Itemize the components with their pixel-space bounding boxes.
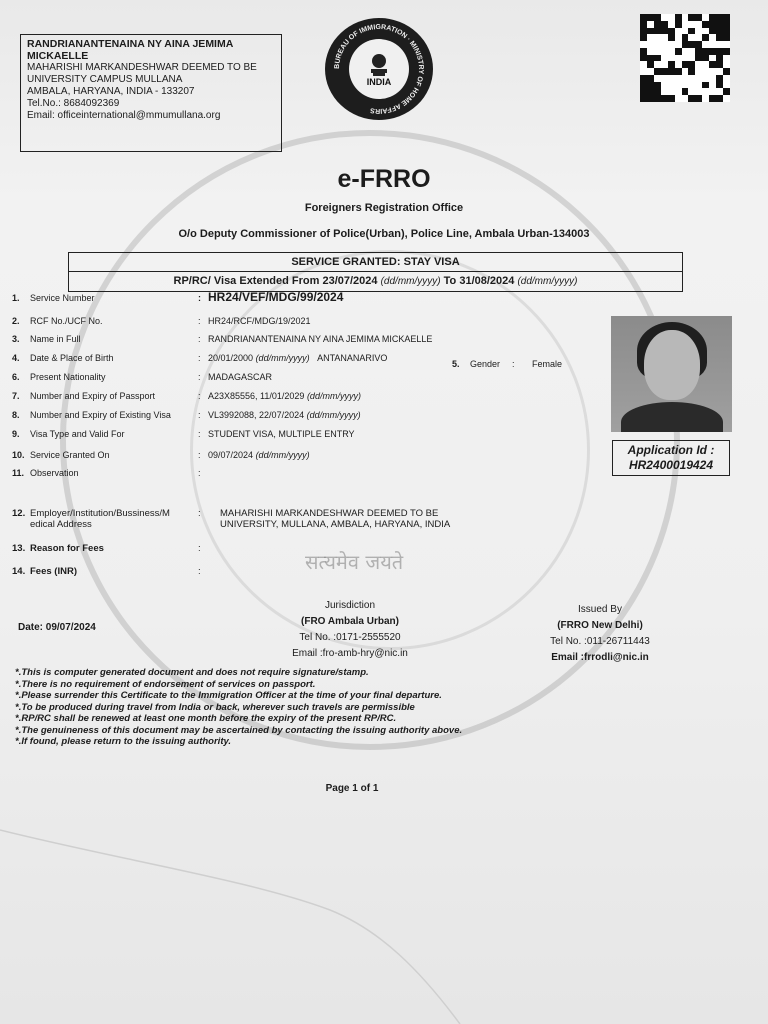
address-line-3: AMBALA, HARYANA, INDIA - 133207	[27, 86, 195, 97]
address-tel: Tel.No.: 8684092369	[27, 98, 120, 109]
issued-by-block	[530, 602, 670, 666]
field-number: 3.	[12, 334, 20, 344]
field-label: Service Number	[30, 293, 95, 303]
issue-date: Date: 09/07/2024	[18, 622, 96, 633]
field-value: MAHARISHI MARKANDESHWAR DEEMED TO BE	[220, 508, 439, 519]
field-label: edical Address	[30, 519, 92, 530]
field-value: Female	[532, 359, 563, 369]
note-item: *.Please surrender this Certificate to the Immigration Officer at the time of your final departure.	[15, 690, 442, 701]
jurisdiction-email: Email :fro-amb-hry@nic.in	[292, 648, 408, 659]
field-number: 12.	[12, 508, 26, 519]
date-format-hint: (dd/mm/yyyy)	[255, 450, 310, 460]
field-label: Date & Place of Birth	[30, 353, 114, 363]
jurisdiction-title: Jurisdiction	[324, 600, 376, 611]
jurisdiction-tel: Tel No. :0171-2555520	[299, 632, 401, 643]
field-number: 2.	[12, 316, 20, 326]
field-label: Visa Type and Valid For	[30, 429, 125, 439]
office-address: O/o Deputy Commissioner of Police(Urban), Police Line, Ambala Urban-134003	[178, 228, 590, 240]
field-number: 9.	[12, 429, 20, 439]
field-value: STUDENT VISA, MULTIPLE ENTRY	[208, 429, 355, 439]
field-label: Observation	[30, 468, 79, 478]
field-label: Fees (INR)	[30, 566, 77, 577]
field-label: Name in Full	[30, 334, 81, 344]
field-label: Gender	[470, 359, 501, 369]
field-number: 11.	[12, 468, 25, 478]
page-title: e-FRRO	[337, 165, 431, 193]
field-label: Number and Expiry of Existing Visa	[30, 410, 171, 420]
note-item: *.This is computer generated document and does not require signature/stamp.	[15, 667, 369, 678]
note-item: *.To be produced during travel from India or back, wherever such travels are permissible	[15, 701, 415, 713]
immigration-emblem-icon	[325, 18, 433, 120]
office-subtitle: Foreigners Registration Office	[304, 202, 464, 214]
field-label: RCF No./UCF No.	[30, 316, 103, 326]
service-extension	[69, 272, 682, 290]
field-label: Number and Expiry of Passport	[30, 391, 156, 401]
service-granted: SERVICE GRANTED: STAY VISA	[69, 253, 682, 272]
address-block	[20, 34, 282, 152]
qr-code-icon	[640, 14, 730, 102]
issued-by-email: Email :frrodli@nic.in	[551, 652, 649, 663]
paper-fold-line	[0, 820, 500, 1024]
date-format-hint: (dd/mm/yyyy)	[306, 410, 361, 420]
field-value: A23X85556, 11/01/2029	[208, 391, 305, 401]
address-line-1: MAHARISHI MARKANDESHWAR DEEMED TO BE	[27, 62, 257, 73]
extension-to: To 31/08/2024	[443, 275, 515, 287]
application-id-box	[612, 440, 730, 476]
field-label: Employer/Institution/Bussiness/M	[30, 508, 170, 519]
svg-text:BUREAU OF IMMIGRATION · MINIST	[334, 24, 424, 114]
note-item: *.RP/RC shall be renewed at least one month before the expiry of the present RP/RC.	[15, 713, 397, 724]
date-format-hint: (dd/mm/yyyy)	[255, 353, 310, 363]
field-value: 09/07/2024	[208, 450, 254, 460]
notes-list	[15, 667, 462, 748]
date-format-hint: (dd/mm/yyyy)	[517, 276, 578, 287]
page-number: Page 1 of 1	[325, 783, 379, 794]
field-number: 10.	[12, 450, 25, 460]
field-value: UNIVERSITY, MULLANA, AMBALA, HARYANA, INDIA	[220, 519, 451, 530]
note-item: *.The genuineness of this document may be ascertained by contacting the issuing authority above.	[15, 724, 463, 736]
issued-by-tel: Tel No. :011-26711443	[550, 636, 650, 647]
field-number: 7.	[12, 391, 20, 401]
issued-by-office: (FRRO New Delhi)	[557, 620, 643, 631]
issued-by-title: Issued By	[578, 604, 622, 615]
field-label: Present Nationality	[30, 372, 106, 382]
application-id-value: HR2400019424	[628, 458, 714, 472]
jurisdiction-block	[280, 598, 420, 662]
field-label: Service Granted On	[30, 450, 110, 460]
note-item: *.There is no requirement of endorsement of services on passport.	[15, 678, 316, 690]
watermark-motto: सत्यमेव जयते	[305, 550, 404, 574]
address-line-2: UNIVERSITY CAMPUS MULLANA	[27, 74, 183, 85]
emblem-india-text: INDIA	[366, 77, 392, 87]
applicant-name: RANDRIANANTENAINA NY AINA JEMIMA MICKAELLE	[27, 38, 233, 62]
extension-from: RP/RC/ Visa Extended From 23/07/2024	[173, 275, 378, 287]
field-number: 4.	[12, 353, 20, 363]
field-value: VL3992088, 22/07/2024	[208, 410, 305, 420]
field-number: 6.	[12, 372, 20, 382]
note-item: *.If found, please return to the issuing authority.	[15, 736, 232, 747]
field-number: 1.	[12, 293, 20, 303]
field-number: 14.	[12, 566, 26, 577]
service-box	[68, 252, 683, 292]
field-value: RANDRIANANTENAINA NY AINA JEMIMA MICKAELLE	[208, 334, 433, 344]
field-number: 5.	[452, 359, 460, 369]
birth-place: ANTANANARIVO	[317, 353, 388, 363]
field-value: 20/01/2000	[208, 353, 254, 363]
field-label: Reason for Fees	[30, 543, 104, 554]
jurisdiction-office: (FRO Ambala Urban)	[301, 616, 399, 627]
field-number: 8.	[12, 410, 20, 420]
field-row-gender: 5. Gender : Female	[452, 359, 563, 369]
address-email: Email: officeinternational@mmumullana.org	[27, 110, 221, 121]
applicant-photo	[611, 316, 732, 432]
field-value: HR24/RCF/MDG/19/2021	[208, 316, 311, 326]
field-value: HR24/VEF/MDG/99/2024	[208, 290, 344, 304]
field-value: MADAGASCAR	[208, 372, 273, 382]
date-format-hint: (dd/mm/yyyy)	[306, 391, 361, 401]
field-number: 13.	[12, 543, 26, 554]
application-id-label: Application Id :	[627, 443, 715, 457]
emblem-ring-text: BUREAU OF IMMIGRATION · MINISTRY OF HOME AFFAIRS	[333, 23, 425, 115]
date-format-hint: (dd/mm/yyyy)	[380, 276, 441, 287]
